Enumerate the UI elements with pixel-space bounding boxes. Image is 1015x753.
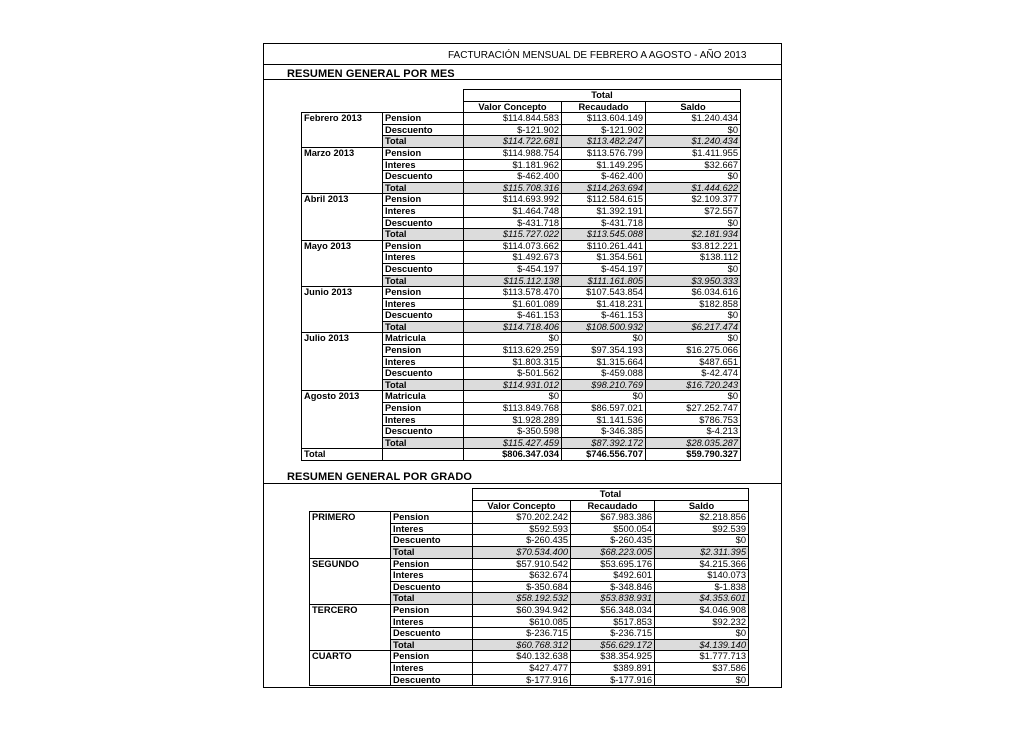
saldo-cell: $0 bbox=[646, 263, 741, 275]
concept-label: Descuento bbox=[383, 263, 464, 275]
saldo-cell: $0 bbox=[655, 674, 749, 686]
saldo-cell: $2.311.395 bbox=[655, 546, 749, 558]
recaudado-cell: $56.629.172 bbox=[571, 639, 655, 651]
saldo-cell: $2.109.377 bbox=[646, 194, 741, 206]
saldo-cell: $0 bbox=[655, 535, 749, 547]
recaudado-cell: $389.891 bbox=[571, 662, 655, 674]
title-divider bbox=[264, 64, 781, 65]
recaudado-cell: $56.348.034 bbox=[571, 604, 655, 616]
column-header: Saldo bbox=[655, 500, 749, 512]
concept-label: Matricula bbox=[383, 391, 464, 403]
concept-label: Descuento bbox=[383, 124, 464, 136]
concept-label: Total bbox=[383, 321, 464, 333]
recaudado-cell: $67.983.386 bbox=[571, 512, 655, 524]
recaudado-cell: $492.601 bbox=[571, 570, 655, 582]
saldo-cell: $1.444.622 bbox=[646, 182, 741, 194]
concept-label: Interes bbox=[383, 159, 464, 171]
concept-label: Pension bbox=[391, 558, 473, 570]
valor-concepto-cell: $-501.562 bbox=[464, 368, 562, 380]
column-header: Valor Concepto bbox=[473, 500, 571, 512]
valor-concepto-cell: $58.192.532 bbox=[473, 593, 571, 605]
concept-label: Interes bbox=[383, 205, 464, 217]
header-total: Total bbox=[473, 489, 749, 501]
saldo-cell: $786.753 bbox=[646, 414, 741, 426]
group-label: PRIMERO bbox=[310, 512, 391, 558]
recaudado-cell: $1.392.191 bbox=[562, 205, 646, 217]
saldo-cell: $3.812.221 bbox=[646, 240, 741, 252]
saldo-cell: $92.539 bbox=[655, 523, 749, 535]
header-blank bbox=[310, 500, 391, 512]
group-label: Agosto 2013 bbox=[302, 391, 383, 449]
concept-label: Pension bbox=[383, 345, 464, 357]
valor-concepto-cell: $1.928.289 bbox=[464, 414, 562, 426]
concept-label: Descuento bbox=[391, 535, 473, 547]
concept-label: Total bbox=[391, 546, 473, 558]
recaudado-cell: $-454.197 bbox=[562, 263, 646, 275]
valor-concepto-cell: $70.202.242 bbox=[473, 512, 571, 524]
group-label: SEGUNDO bbox=[310, 558, 391, 604]
concept-label: Interes bbox=[383, 356, 464, 368]
recaudado-cell: $-461.153 bbox=[562, 310, 646, 322]
recaudado-cell: $68.223.005 bbox=[571, 546, 655, 558]
group-label: Marzo 2013 bbox=[302, 147, 383, 193]
recaudado-cell: $-260.435 bbox=[571, 535, 655, 547]
table-row bbox=[310, 604, 749, 616]
header-blank bbox=[302, 101, 383, 113]
concept-label: Interes bbox=[391, 662, 473, 674]
valor-concepto-cell: $-350.598 bbox=[464, 426, 562, 438]
concept-label: Pension bbox=[383, 403, 464, 415]
valor-concepto-cell: $114.073.662 bbox=[464, 240, 562, 252]
concept-label: Pension bbox=[383, 113, 464, 125]
summary-by-grade-body bbox=[310, 489, 749, 686]
recaudado-cell: $1.315.664 bbox=[562, 356, 646, 368]
valor-concepto-cell: $632.674 bbox=[473, 570, 571, 582]
saldo-cell: $37.586 bbox=[655, 662, 749, 674]
valor-concepto-cell: $113.629.259 bbox=[464, 345, 562, 357]
concept-label: Matricula bbox=[383, 333, 464, 345]
recaudado-cell: $-431.718 bbox=[562, 217, 646, 229]
summary-by-month-table bbox=[301, 89, 741, 461]
saldo-cell: $4.139.140 bbox=[655, 639, 749, 651]
header-row-total bbox=[302, 90, 741, 102]
grand-total-label: Total bbox=[302, 449, 383, 461]
concept-label: Descuento bbox=[391, 628, 473, 640]
valor-concepto-cell: $-431.718 bbox=[464, 217, 562, 229]
concept-label: Descuento bbox=[383, 310, 464, 322]
column-header: Recaudado bbox=[562, 101, 646, 113]
group-label: Abril 2013 bbox=[302, 194, 383, 240]
concept-label: Pension bbox=[383, 240, 464, 252]
header-row-total bbox=[310, 489, 749, 501]
group-label: Julio 2013 bbox=[302, 333, 383, 391]
recaudado-cell: $1.418.231 bbox=[562, 298, 646, 310]
report-page bbox=[263, 43, 782, 688]
valor-concepto-cell: $114.693.992 bbox=[464, 194, 562, 206]
recaudado-cell: $1.141.536 bbox=[562, 414, 646, 426]
header-row-columns bbox=[302, 101, 741, 113]
saldo-cell: $0 bbox=[646, 333, 741, 345]
recaudado-cell: $-121.902 bbox=[562, 124, 646, 136]
concept-label: Total bbox=[383, 229, 464, 241]
grand-total-row bbox=[302, 449, 741, 461]
saldo-cell: $16.275.066 bbox=[646, 345, 741, 357]
concept-label: Total bbox=[391, 639, 473, 651]
recaudado-cell: $113.604.149 bbox=[562, 113, 646, 125]
group-label: CUARTO bbox=[310, 651, 391, 686]
saldo-cell: $0 bbox=[646, 310, 741, 322]
saldo-cell: $138.112 bbox=[646, 252, 741, 264]
section-divider-by-grade bbox=[264, 483, 781, 484]
saldo-cell: $0 bbox=[646, 217, 741, 229]
saldo-cell: $1.240.434 bbox=[646, 113, 741, 125]
concept-label: Descuento bbox=[391, 674, 473, 686]
valor-concepto-cell: $0 bbox=[464, 333, 562, 345]
recaudado-cell: $97.354.193 bbox=[562, 345, 646, 357]
header-blank bbox=[302, 90, 383, 102]
recaudado-cell: $-348.846 bbox=[571, 581, 655, 593]
saldo-cell: $2.181.934 bbox=[646, 229, 741, 241]
saldo-cell: $27.252.747 bbox=[646, 403, 741, 415]
recaudado-cell: $111.161.805 bbox=[562, 275, 646, 287]
header-blank bbox=[391, 489, 473, 501]
concept-label: Pension bbox=[383, 147, 464, 159]
table-row bbox=[310, 651, 749, 663]
saldo-cell: $140.073 bbox=[655, 570, 749, 582]
saldo-cell: $1.411.955 bbox=[646, 147, 741, 159]
summary-by-grade-table bbox=[309, 488, 749, 686]
saldo-cell: $6.034.616 bbox=[646, 287, 741, 299]
concept-label: Pension bbox=[383, 287, 464, 299]
group-label: Mayo 2013 bbox=[302, 240, 383, 286]
concept-label: Interes bbox=[391, 570, 473, 582]
grand-total-spacer bbox=[383, 449, 464, 461]
saldo-cell: $1.777.713 bbox=[655, 651, 749, 663]
concept-label: Interes bbox=[383, 252, 464, 264]
saldo-cell: $4.046.908 bbox=[655, 604, 749, 616]
table-row bbox=[302, 333, 741, 345]
grand-total-valor: $806.347.034 bbox=[464, 449, 562, 461]
concept-label: Pension bbox=[391, 512, 473, 524]
summary-by-month-body bbox=[302, 90, 741, 461]
section-title-by-month: RESUMEN GENERAL POR MES bbox=[287, 68, 455, 80]
valor-concepto-cell: $-350.684 bbox=[473, 581, 571, 593]
valor-concepto-cell: $114.988.754 bbox=[464, 147, 562, 159]
concept-label: Total bbox=[391, 593, 473, 605]
grand-total-saldo: $59.790.327 bbox=[646, 449, 741, 461]
table-row bbox=[302, 240, 741, 252]
valor-concepto-cell: $1.803.315 bbox=[464, 356, 562, 368]
saldo-cell: $-1.838 bbox=[655, 581, 749, 593]
concept-label: Descuento bbox=[391, 581, 473, 593]
concept-label: Pension bbox=[391, 604, 473, 616]
recaudado-cell: $112.584.615 bbox=[562, 194, 646, 206]
saldo-cell: $487.651 bbox=[646, 356, 741, 368]
concept-label: Interes bbox=[391, 616, 473, 628]
grand-total-recaudado: $746.556.707 bbox=[562, 449, 646, 461]
valor-concepto-cell: $60.768.312 bbox=[473, 639, 571, 651]
valor-concepto-cell: $-462.400 bbox=[464, 171, 562, 183]
saldo-cell: $1.240.434 bbox=[646, 136, 741, 148]
saldo-cell: $72.557 bbox=[646, 205, 741, 217]
header-blank bbox=[383, 101, 464, 113]
recaudado-cell: $113.482.247 bbox=[562, 136, 646, 148]
table-row bbox=[302, 287, 741, 299]
valor-concepto-cell: $115.708.316 bbox=[464, 182, 562, 194]
recaudado-cell: $113.576.799 bbox=[562, 147, 646, 159]
recaudado-cell: $1.354.561 bbox=[562, 252, 646, 264]
saldo-cell: $0 bbox=[646, 124, 741, 136]
valor-concepto-cell: $114.722.681 bbox=[464, 136, 562, 148]
saldo-cell: $-4.213 bbox=[646, 426, 741, 438]
recaudado-cell: $98.210.769 bbox=[562, 379, 646, 391]
table-row bbox=[302, 113, 741, 125]
valor-concepto-cell: $1.492.673 bbox=[464, 252, 562, 264]
saldo-cell: $32.667 bbox=[646, 159, 741, 171]
section-divider-by-month bbox=[264, 79, 781, 80]
saldo-cell: $182.858 bbox=[646, 298, 741, 310]
recaudado-cell: $107.543.854 bbox=[562, 287, 646, 299]
valor-concepto-cell: $40.132.638 bbox=[473, 651, 571, 663]
recaudado-cell: $0 bbox=[562, 391, 646, 403]
saldo-cell: $-42.474 bbox=[646, 368, 741, 380]
column-header: Saldo bbox=[646, 101, 741, 113]
recaudado-cell: $-177.916 bbox=[571, 674, 655, 686]
concept-label: Descuento bbox=[383, 217, 464, 229]
table-row bbox=[310, 512, 749, 524]
valor-concepto-cell: $-121.902 bbox=[464, 124, 562, 136]
valor-concepto-cell: $-454.197 bbox=[464, 263, 562, 275]
header-total: Total bbox=[464, 90, 741, 102]
valor-concepto-cell: $113.578.470 bbox=[464, 287, 562, 299]
concept-label: Total bbox=[383, 182, 464, 194]
valor-concepto-cell: $70.534.400 bbox=[473, 546, 571, 558]
recaudado-cell: $500.054 bbox=[571, 523, 655, 535]
header-blank bbox=[391, 500, 473, 512]
recaudado-cell: $86.597.021 bbox=[562, 403, 646, 415]
column-header: Valor Concepto bbox=[464, 101, 562, 113]
recaudado-cell: $-236.715 bbox=[571, 628, 655, 640]
recaudado-cell: $114.263.694 bbox=[562, 182, 646, 194]
concept-label: Descuento bbox=[383, 171, 464, 183]
group-label: Febrero 2013 bbox=[302, 113, 383, 148]
recaudado-cell: $113.545.088 bbox=[562, 229, 646, 241]
section-title-by-grade: RESUMEN GENERAL POR GRADO bbox=[287, 471, 473, 483]
saldo-cell: $4.215.366 bbox=[655, 558, 749, 570]
valor-concepto-cell: $-177.916 bbox=[473, 674, 571, 686]
valor-concepto-cell: $610.085 bbox=[473, 616, 571, 628]
saldo-cell: $2.218.856 bbox=[655, 512, 749, 524]
saldo-cell: $6.217.474 bbox=[646, 321, 741, 333]
recaudado-cell: $-459.088 bbox=[562, 368, 646, 380]
header-blank bbox=[383, 90, 464, 102]
valor-concepto-cell: $113.849.768 bbox=[464, 403, 562, 415]
valor-concepto-cell: $427.477 bbox=[473, 662, 571, 674]
saldo-cell: $0 bbox=[655, 628, 749, 640]
valor-concepto-cell: $114.844.583 bbox=[464, 113, 562, 125]
saldo-cell: $92.232 bbox=[655, 616, 749, 628]
saldo-cell: $0 bbox=[646, 391, 741, 403]
valor-concepto-cell: $1.181.962 bbox=[464, 159, 562, 171]
recaudado-cell: $517.853 bbox=[571, 616, 655, 628]
valor-concepto-cell: $-236.715 bbox=[473, 628, 571, 640]
saldo-cell: $0 bbox=[646, 171, 741, 183]
concept-label: Interes bbox=[391, 523, 473, 535]
concept-label: Pension bbox=[391, 651, 473, 663]
column-header: Recaudado bbox=[571, 500, 655, 512]
concept-label: Descuento bbox=[383, 426, 464, 438]
concept-label: Total bbox=[383, 379, 464, 391]
concept-label: Pension bbox=[383, 194, 464, 206]
saldo-cell: $28.035.287 bbox=[646, 437, 741, 449]
recaudado-cell: $1.149.295 bbox=[562, 159, 646, 171]
valor-concepto-cell: $115.727.022 bbox=[464, 229, 562, 241]
concept-label: Descuento bbox=[383, 368, 464, 380]
table-row bbox=[302, 147, 741, 159]
group-label: TERCERO bbox=[310, 604, 391, 650]
valor-concepto-cell: $114.718.406 bbox=[464, 321, 562, 333]
saldo-cell: $16.720.243 bbox=[646, 379, 741, 391]
valor-concepto-cell: $114.931.012 bbox=[464, 379, 562, 391]
header-row-columns bbox=[310, 500, 749, 512]
valor-concepto-cell: $115.427.459 bbox=[464, 437, 562, 449]
valor-concepto-cell: $-260.435 bbox=[473, 535, 571, 547]
valor-concepto-cell: $57.910.542 bbox=[473, 558, 571, 570]
table-row bbox=[310, 558, 749, 570]
valor-concepto-cell: $592.593 bbox=[473, 523, 571, 535]
saldo-cell: $4.353.601 bbox=[655, 593, 749, 605]
valor-concepto-cell: $-461.153 bbox=[464, 310, 562, 322]
header-blank bbox=[310, 489, 391, 501]
concept-label: Total bbox=[383, 275, 464, 287]
recaudado-cell: $53.695.176 bbox=[571, 558, 655, 570]
recaudado-cell: $-462.400 bbox=[562, 171, 646, 183]
valor-concepto-cell: $1.601.089 bbox=[464, 298, 562, 310]
valor-concepto-cell: $1.464.748 bbox=[464, 205, 562, 217]
concept-label: Interes bbox=[383, 414, 464, 426]
table-row bbox=[302, 391, 741, 403]
concept-label: Total bbox=[383, 437, 464, 449]
concept-label: Total bbox=[383, 136, 464, 148]
recaudado-cell: $87.392.172 bbox=[562, 437, 646, 449]
group-label: Junio 2013 bbox=[302, 287, 383, 333]
recaudado-cell: $108.500.932 bbox=[562, 321, 646, 333]
recaudado-cell: $110.261.441 bbox=[562, 240, 646, 252]
valor-concepto-cell: $115.112.138 bbox=[464, 275, 562, 287]
saldo-cell: $3.950.333 bbox=[646, 275, 741, 287]
recaudado-cell: $-346.385 bbox=[562, 426, 646, 438]
concept-label: Interes bbox=[383, 298, 464, 310]
recaudado-cell: $0 bbox=[562, 333, 646, 345]
valor-concepto-cell: $0 bbox=[464, 391, 562, 403]
recaudado-cell: $38.354.925 bbox=[571, 651, 655, 663]
recaudado-cell: $53.838.931 bbox=[571, 593, 655, 605]
valor-concepto-cell: $60.394.942 bbox=[473, 604, 571, 616]
document-title: FACTURACIÓN MENSUAL DE FEBRERO A AGOSTO - AÑO 2013 bbox=[448, 50, 747, 61]
table-row bbox=[302, 194, 741, 206]
